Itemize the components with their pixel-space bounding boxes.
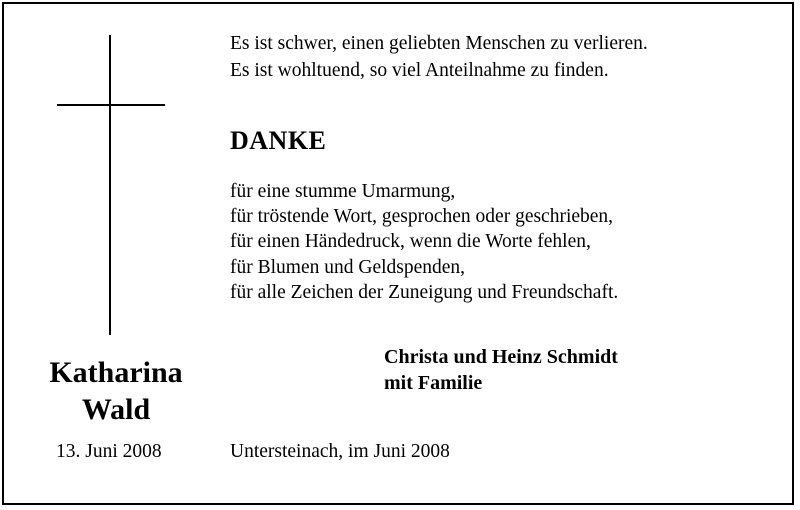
deceased-first-name: Katharina (49, 356, 183, 389)
deceased-last-name: Wald (81, 393, 151, 426)
cross-icon-vertical-bar (109, 35, 111, 335)
cross-icon-horizontal-bar (57, 104, 165, 106)
signature-line-2: mit Familie (384, 372, 483, 394)
gratitude-line-1: für eine stumme Umarmung, (230, 181, 456, 202)
gratitude-line-5: für alle Zeichen der Zuneigung und Freundschaft. (230, 282, 619, 303)
place-and-date: Untersteinach, im Juni 2008 (230, 441, 450, 462)
gratitude-line-3: für einen Händedruck, wenn die Worte fehlen, (230, 231, 591, 252)
thanks-heading: DANKE (230, 126, 327, 155)
date-of-death: 13. Juni 2008 (56, 441, 162, 462)
intro-line-1: Es ist schwer, einen geliebten Menschen zu verlieren. (230, 33, 648, 54)
signature-line-1: Christa und Heinz Schmidt (384, 346, 618, 368)
gratitude-line-4: für Blumen und Geldspenden, (230, 257, 466, 278)
gratitude-line-2: für tröstende Wort, gesprochen oder geschrieben, (230, 206, 614, 227)
intro-line-2: Es ist wohltuend, so viel Anteilnahme zu finden. (230, 60, 609, 81)
